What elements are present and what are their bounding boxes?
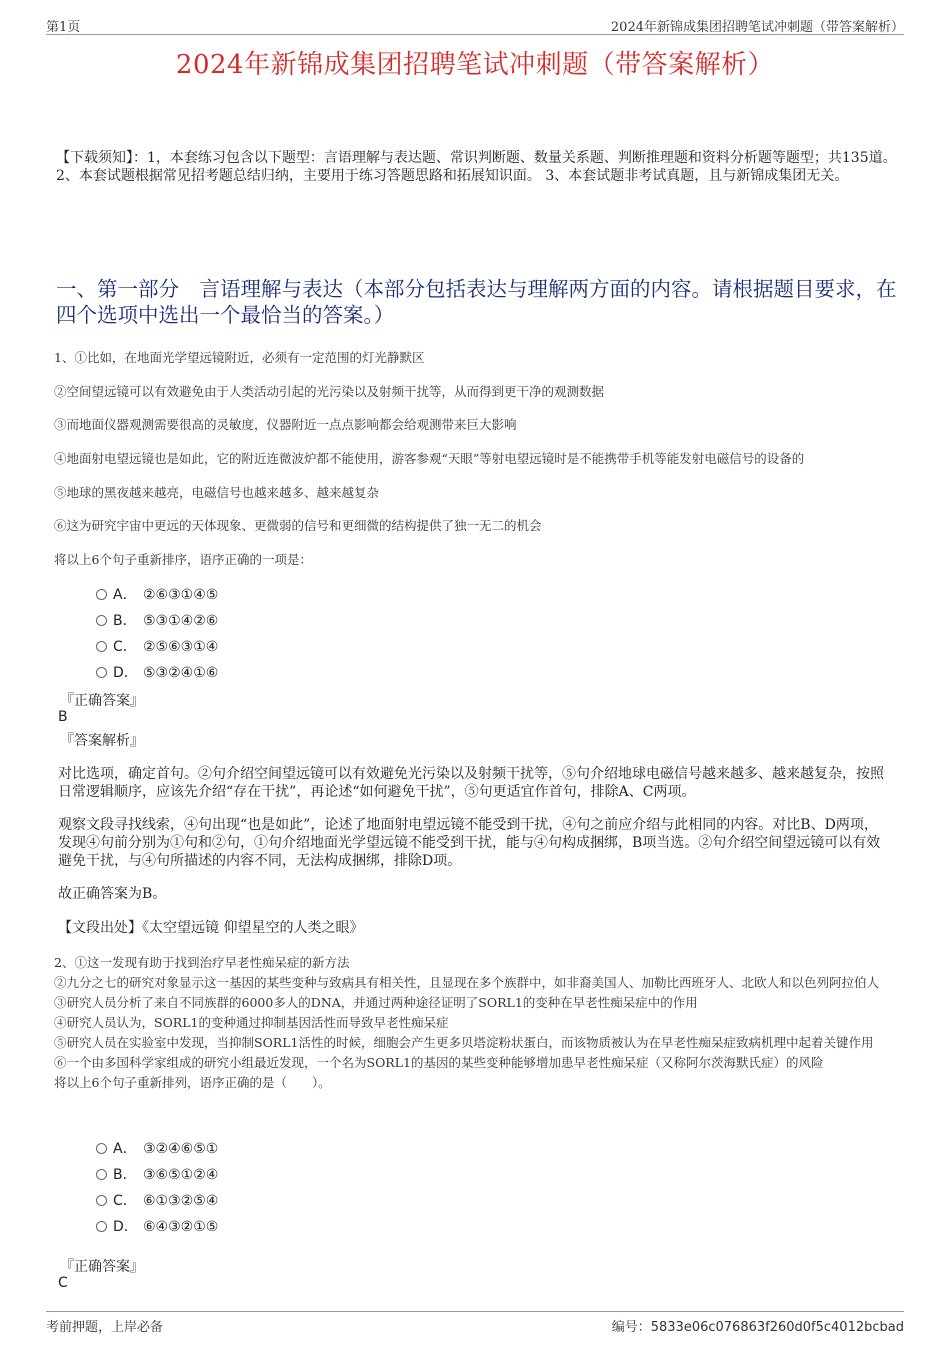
page-footer xyxy=(46,1311,904,1336)
q2-sentence-3: ③研究人员分析了来自不同族群的6000多人的DNA，并通过两种途径证明了SORL1的变种在早老性痴呆症中的作用 xyxy=(54,995,698,1010)
q2-sentence-2: ②九分之七的研究对象显示这一基因的某些变种与致病具有相关性，且显现在多个族群中，如非裔美国人、加勒比西班牙人、北欧人和以色列阿拉伯人 xyxy=(54,975,880,990)
option-letter: D． xyxy=(113,1219,138,1235)
q1-option-b[interactable] xyxy=(96,610,218,630)
footer-slogan: 考前押题，上岸必备 xyxy=(46,1320,164,1335)
option-letter: B． xyxy=(113,613,137,629)
q1-analysis-label: 『答案解析』 xyxy=(60,733,144,749)
q2-sentence-1: 2、①这一发现有助于找到治疗早老性痴呆症的新方法 xyxy=(54,955,350,970)
q1-sentence-6: ⑥这为研究宇宙中更远的天体现象、更微弱的信号和更细微的结构提供了独一无二的机会 xyxy=(54,518,542,533)
section-title: 一、第一部分 言语理解与表达（本部分包括表达与理解两方面的内容。请根据题目要求，在四个选项中选出一个最恰当的答案。） xyxy=(56,277,897,327)
q2-sentences xyxy=(54,953,894,1093)
option-letter: C． xyxy=(113,639,137,655)
q2-option-b[interactable] xyxy=(96,1164,218,1184)
q1-prompt: 将以上6个句子重新排序，语序正确的一项是： xyxy=(54,552,312,567)
footer-code-value: 5833e06c076863f260d0f5c4012bcbad xyxy=(650,1320,904,1335)
download-notice: 【下载须知】：1，本套练习包含以下题型：言语理解与表达题、常识判断题、数量关系题、判断推理题和资料分析题等题型；共135道。 2、本套试题根据常见招考题总结归纳，主要用于练习答题思路和拓展知识面。 3、本套试题非考试真题，且与新锦成集团无关。 xyxy=(56,150,897,184)
radio-icon[interactable] xyxy=(96,1195,107,1206)
q1-analysis-paragraph-2: 观察文段寻找线索，④句出现“也是如此”，论述了地面射电望远镜不能受到干扰，④句之前应介绍与此相同的内容。对比B、D两项，发现④句前分别为①句和②句，①句介绍地面光学望远镜不能受到干扰，能与④句构成捆绑，B项当选。②句介绍空间望远镜可以有效避免干扰，与④句所描述的内容不同，无法构成捆绑，排除D项。 xyxy=(58,817,881,869)
radio-icon[interactable] xyxy=(96,641,107,652)
q1-sentence-3: ③而地面仪器观测需要很高的灵敏度，仪器附近一点点影响都会给观测带来巨大影响 xyxy=(54,417,517,432)
q2-sentence-5: ⑤研究人员在实验室中发现，当抑制SORL1活性的时候，细胞会产生更多贝塔淀粉状蛋白，而该物质被认为在早老性痴呆症致病机理中起着关键作用 xyxy=(54,1035,874,1050)
radio-icon[interactable] xyxy=(96,1169,107,1180)
option-text: ⑥④③②①⑤ xyxy=(143,1219,219,1235)
radio-icon[interactable] xyxy=(96,667,107,678)
q1-option-a[interactable] xyxy=(96,584,218,604)
q1-sentence-2: ②空间望远镜可以有效避免由于人类活动引起的光污染以及射频干扰等，从而得到更干净的观测数据 xyxy=(54,384,605,399)
q2-option-c[interactable] xyxy=(96,1190,218,1210)
q2-sentence-6: ⑥一个由多国科学家组成的研究小组最近发现，一个名为SORL1的基因的某些变种能够增加患早老性痴呆症（又称阿尔茨海默氏症）的风险 xyxy=(54,1055,824,1070)
option-letter: A． xyxy=(113,1141,137,1157)
q2-prompt: 将以上6个句子重新排列，语序正确的是（ ）。 xyxy=(54,1075,331,1090)
radio-icon[interactable] xyxy=(96,1143,107,1154)
option-text: ⑤③②④①⑥ xyxy=(143,665,219,681)
q1-option-c[interactable] xyxy=(96,636,218,656)
q1-sentence-4: ④地面射电望远镜也是如此，它的附近连微波炉都不能使用，游客参观“天眼”等射电望远镜时是不能携带手机等能发射电磁信号的设备的 xyxy=(54,451,805,466)
q1-analysis-paragraph-3: 故正确答案为B。 xyxy=(58,886,167,902)
option-text: ③⑥⑤①②④ xyxy=(143,1167,219,1183)
footer-code xyxy=(612,1316,904,1335)
q1-sentence-1: 1、①比如，在地面光学望远镜附近，必须有一定范围的灯光静默区 xyxy=(54,350,425,365)
footer-code-label: 编号： xyxy=(611,1320,651,1335)
q1-source: 【文段出处】《太空望远镜 仰望星空的人类之眼》 xyxy=(58,920,364,936)
q2-answer: C xyxy=(58,1275,68,1291)
radio-icon[interactable] xyxy=(96,1221,107,1232)
option-letter: D． xyxy=(113,665,138,681)
option-text: ⑤③①④②⑥ xyxy=(143,613,219,629)
q1-option-d[interactable] xyxy=(96,662,218,682)
option-letter: B． xyxy=(113,1167,137,1183)
q2-option-d[interactable] xyxy=(96,1216,218,1236)
page-number: 第1页 xyxy=(46,20,81,35)
q1-analysis-paragraph-1: 对比选项，确定首句。②句介绍空间望远镜可以有效避免光污染以及射频干扰等，⑤句介绍地球电磁信号越来越多、越来越复杂，按照日常逻辑顺序，应该先介绍“存在干扰”，再论述“如何避免干扰”，⑤句更适宜作首句，排除A、C两项。 xyxy=(58,766,884,800)
option-text: ③②④⑥⑤① xyxy=(143,1141,219,1157)
option-text: ②⑥③①④⑤ xyxy=(143,587,219,603)
page-title: 2024年新锦成集团招聘笔试冲刺题（带答案解析） xyxy=(175,50,775,80)
option-letter: A． xyxy=(113,587,137,603)
header-doc-title: 2024年新锦成集团招聘笔试冲刺题（带答案解析） xyxy=(610,20,904,35)
option-letter: C． xyxy=(113,1193,137,1209)
option-text: ②⑤⑥③①④ xyxy=(143,639,219,655)
q2-sentence-4: ④研究人员认为，SORL1的变种通过抑制基因活性而导致早老性痴呆症 xyxy=(54,1015,449,1030)
q2-option-a[interactable] xyxy=(96,1138,218,1158)
q2-answer-label: 『正确答案』 xyxy=(60,1259,144,1275)
q1-answer: B xyxy=(58,709,68,725)
page-header xyxy=(46,14,904,35)
radio-icon[interactable] xyxy=(96,589,107,600)
option-text: ⑥①③②⑤④ xyxy=(143,1193,219,1209)
q1-answer-label: 『正确答案』 xyxy=(60,693,144,709)
q1-sentence-5: ⑤地球的黑夜越来越亮，电磁信号也越来越多、越来越复杂 xyxy=(54,485,380,500)
radio-icon[interactable] xyxy=(96,615,107,626)
